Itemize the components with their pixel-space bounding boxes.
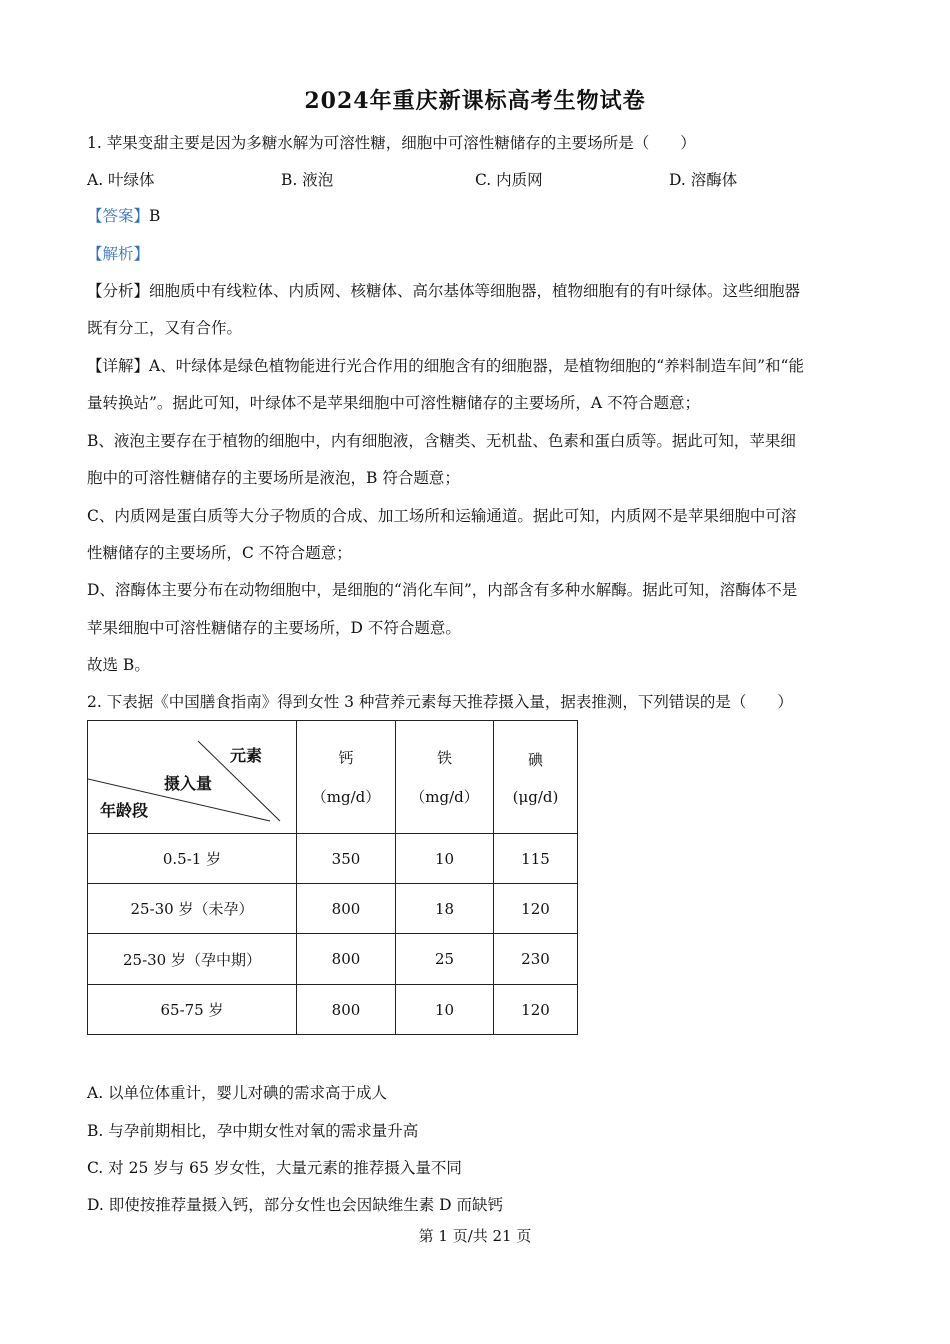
table-cell: 10 — [396, 985, 494, 1035]
analysis-line: B、液泡主要存在于植物的细胞中，内有细胞液，含糖类、无机盐、色素和蛋白质等。据此可知，苹果细 — [87, 432, 796, 450]
table-cell: 120 — [494, 884, 578, 934]
answer-label: 【答案】 — [87, 207, 150, 225]
table-cell-age: 25-30 岁（孕中期） — [88, 934, 297, 985]
column-header-calcium — [297, 721, 396, 834]
table-header-row — [88, 721, 578, 834]
q1-stem: 1. 苹果变甜主要是因为多糖水解为可溶性糖，细胞中可溶性糖储存的主要场所是（ ） — [87, 134, 696, 152]
table-row — [88, 834, 578, 884]
column-name: 钙 — [338, 749, 354, 767]
q2-option-b: B. 与孕前期相比，孕中期女性对氧的需求量升高 — [87, 1122, 419, 1140]
table-cell-age: 25-30 岁（未孕） — [88, 884, 297, 934]
analysis-line: C、内质网是蛋白质等大分子物质的合成、加工场所和运输通道。据此可知，内质网不是苹果细胞中可溶 — [87, 507, 797, 525]
table-cell: 25 — [396, 934, 494, 985]
answer-value: B — [149, 207, 161, 225]
analysis-line: 故选 B。 — [87, 656, 150, 674]
table-cell-age: 65-75 岁 — [88, 985, 297, 1035]
column-name: 碘 — [527, 750, 543, 769]
analysis-line: 性糖储存的主要场所，C 不符合题意； — [87, 544, 352, 562]
table-cell: 230 — [494, 934, 578, 985]
table-cell: 120 — [494, 985, 578, 1035]
page-title: 2024年重庆新课标高考生物试卷 — [304, 88, 646, 114]
q2-option-a: A. 以单位体重计，婴儿对碘的需求高于成人 — [87, 1084, 388, 1102]
q1-option-b: B. 液泡 — [281, 171, 334, 189]
table-row — [88, 985, 578, 1035]
table-cell: 115 — [494, 834, 578, 884]
diagonal-header-cell — [88, 721, 297, 834]
q1-option-d: D. 溶酶体 — [669, 171, 738, 189]
column-unit: （mg/d） — [410, 788, 479, 806]
analysis-label: 【解析】 — [87, 245, 150, 263]
table-cell: 800 — [297, 985, 396, 1035]
analysis-line: 胞中的可溶性糖储存的主要场所是液泡，B 符合题意； — [87, 469, 460, 487]
analysis-line: 既有分工，又有合作。 — [87, 319, 243, 337]
q1-option-a: A. 叶绿体 — [87, 171, 155, 189]
analysis-line: 【分析】细胞质中有线粒体、内质网、核糖体、高尔基体等细胞器，植物细胞有的有叶绿体。这些细胞器 — [87, 282, 801, 300]
table-row — [88, 884, 578, 934]
q1-option-c: C. 内质网 — [475, 171, 543, 189]
analysis-line: 苹果细胞中可溶性糖储存的主要场所，D 不符合题意。 — [87, 619, 461, 637]
column-header-iodine — [494, 721, 578, 834]
analysis-line: 【详解】A、叶绿体是绿色植物能进行光合作用的细胞含有的细胞器，是植物细胞的“养料制造车间”和“能 — [87, 357, 804, 375]
table-cell: 800 — [297, 934, 396, 985]
page-footer: 第 1 页/共 21 页 — [418, 1227, 532, 1245]
header-element: 元素 — [230, 746, 263, 765]
header-intake: 摄入量 — [164, 774, 213, 793]
table-cell: 800 — [297, 884, 396, 934]
nutrition-table — [87, 720, 578, 1035]
analysis-line: D、溶酶体主要分布在动物细胞中，是细胞的“消化车间”，内部含有多种水解酶。据此可知，溶酶体不是 — [87, 581, 798, 599]
analysis-line: 量转换站”。据此可知，叶绿体不是苹果细胞中可溶性糖储存的主要场所，A 不符合题意； — [87, 394, 701, 412]
table-cell: 350 — [297, 834, 396, 884]
header-age: 年龄段 — [100, 801, 149, 820]
table-row — [88, 934, 578, 985]
table-cell-age: 0.5-1 岁 — [88, 834, 297, 884]
table-cell: 18 — [396, 884, 494, 934]
column-header-iron — [396, 721, 494, 834]
q2-option-c: C. 对 25 岁与 65 岁女性，大量元素的推荐摄入量不同 — [87, 1159, 462, 1177]
table-cell: 10 — [396, 834, 494, 884]
q1-answer — [87, 206, 160, 226]
column-unit: (μg/d) — [512, 787, 559, 806]
q2-stem: 2. 下表据《中国膳食指南》得到女性 3 种营养元素每天推荐摄入量，据表推测，下列错误的是（ ） — [87, 693, 793, 711]
column-name: 铁 — [436, 749, 452, 767]
q2-option-d: D. 即使按推荐量摄入钙，部分女性也会因缺维生素 D 而缺钙 — [87, 1196, 504, 1214]
column-unit: （mg/d） — [311, 788, 381, 806]
